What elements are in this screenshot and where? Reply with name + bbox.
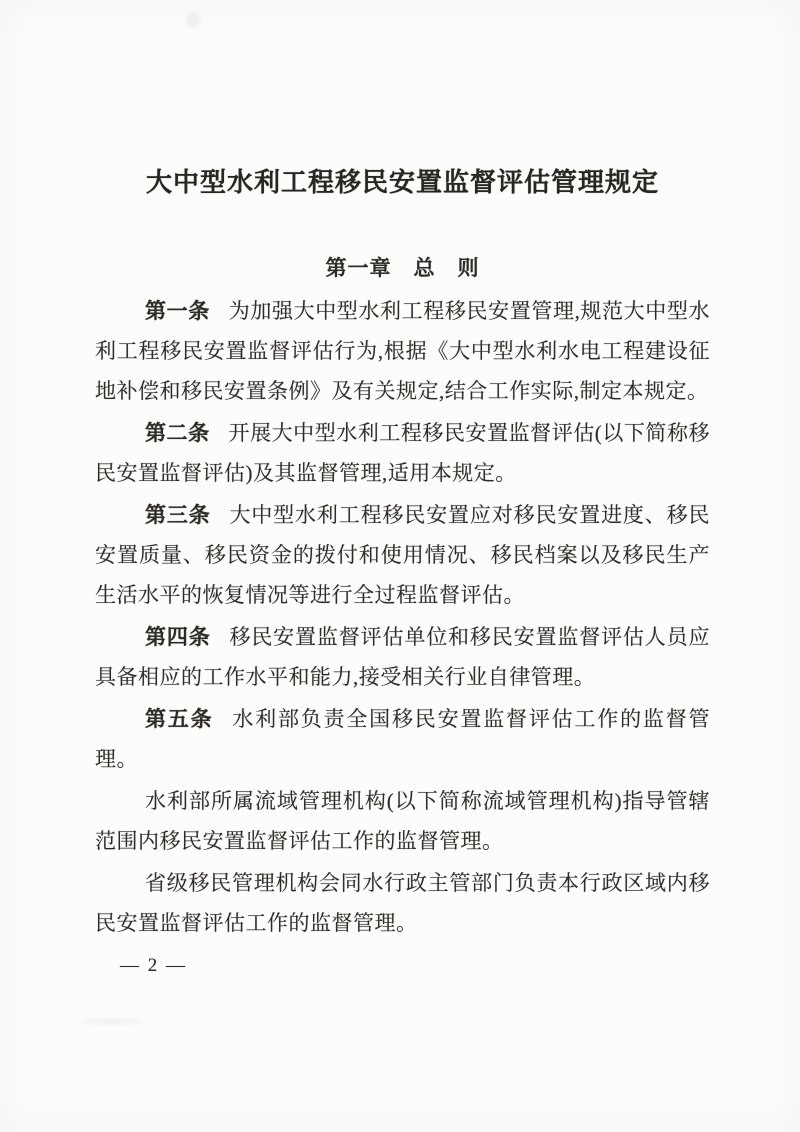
article-label: 第三条 <box>145 503 211 527</box>
article-label: 第四条 <box>145 625 211 649</box>
article-label: 第五条 <box>145 707 214 731</box>
article-text: 省级移民管理机构会同水行政主管部门负责本行政区域内移民安置监督评估工作的监督管理。 <box>95 871 710 935</box>
document-title: 大中型水利工程移民安置监督评估管理规定 <box>145 168 659 197</box>
article-paragraph <box>95 863 710 943</box>
article-text: 水利部负责全国移民安置监督评估工作的监督管理。 <box>95 707 711 771</box>
article-paragraph <box>95 291 710 411</box>
article-text: 开展大中型水利工程移民安置监督评估(以下简称移民安置监督评估)及其监督管理,适用本规定。 <box>95 421 710 485</box>
article-paragraph <box>95 617 710 697</box>
article-paragraph <box>95 781 710 861</box>
article-text: 水利部所属流域管理机构(以下简称流域管理机构)指导管辖范围内移民安置监督评估工作的监督管理。 <box>95 789 710 853</box>
article-paragraph <box>95 413 710 493</box>
article-label: 第二条 <box>145 421 210 445</box>
document-content <box>95 0 710 977</box>
article-paragraph <box>95 699 710 779</box>
article-label: 第一条 <box>145 299 210 323</box>
article-paragraph <box>95 495 710 615</box>
scan-smudge-artifact <box>82 1018 142 1025</box>
page-number: — 2 — <box>120 955 187 976</box>
article-text: 为加强大中型水利工程移民安置管理,规范大中型水利工程移民安置监督评估行为,根据《大中型水利水电工程建设征地补偿和移民安置条例》及有关规定,结合工作实际,制定本规定。 <box>95 299 710 403</box>
article-text: 移民安置监督评估单位和移民安置监督评估人员应具备相应的工作水平和能力,接受相关行业自律管理。 <box>95 625 710 689</box>
chapter-heading: 第一章 总 则 <box>325 256 480 280</box>
article-text: 大中型水利工程移民安置应对移民安置进度、移民安置质量、移民资金的拨付和使用情况、移民档案以及移民生产生活水平的恢复情况等进行全过程监督评估。 <box>95 503 710 607</box>
